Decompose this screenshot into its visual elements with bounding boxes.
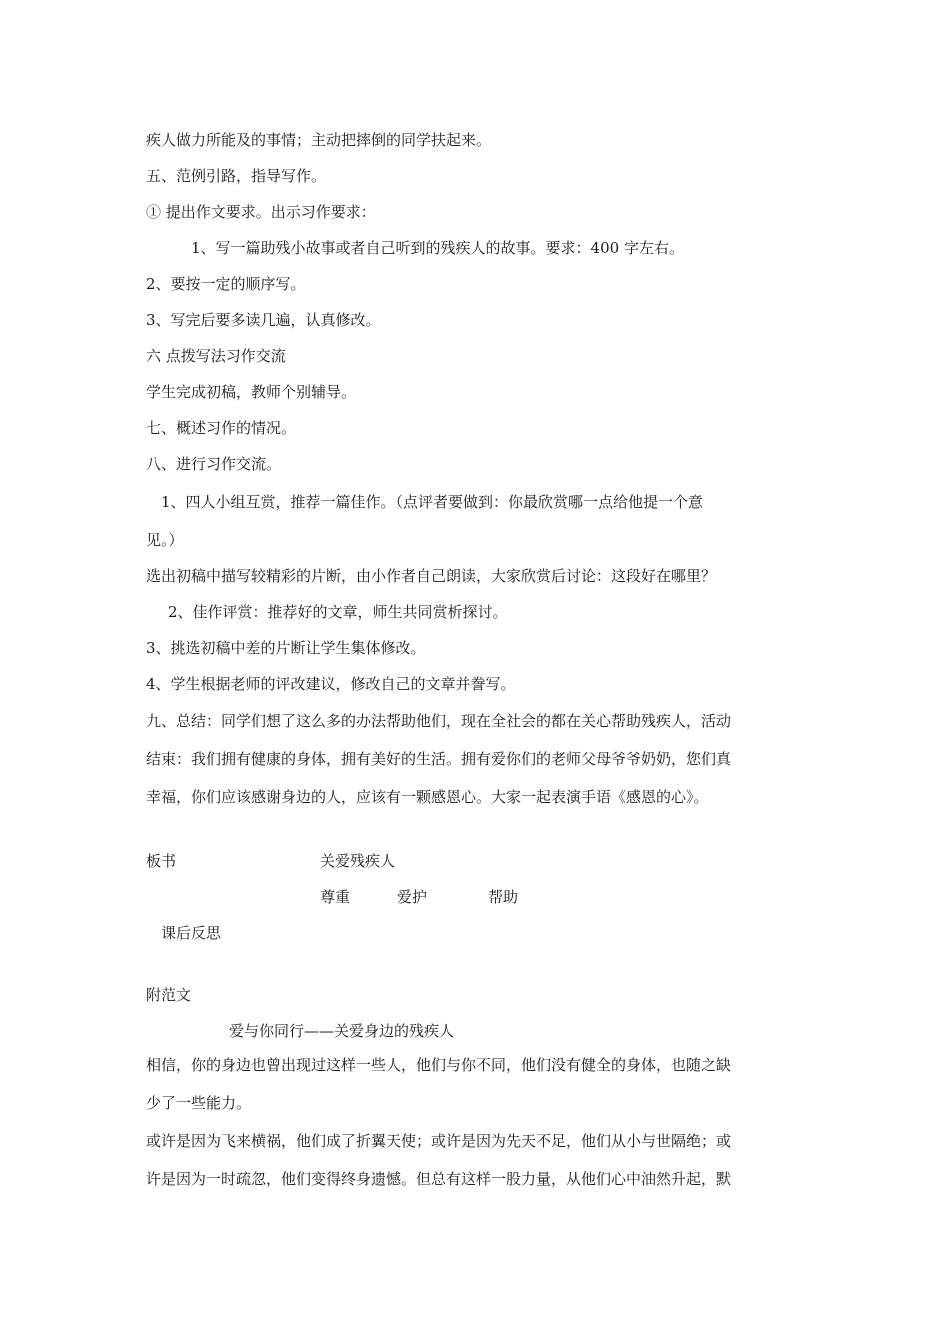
section-heading: 五、范例引路，指导写作。 [146, 167, 327, 185]
appendix-label: 附范文 [146, 986, 192, 1004]
appendix-paragraph: 或许是因为飞来横祸，他们成了折翼天使；或许是因为先天不足，他们从小与世隔绝；或 [146, 1132, 732, 1150]
board-title: 关爱残疾人 [320, 852, 396, 870]
text-line: 学生完成初稿，教师个别辅导。 [146, 383, 357, 401]
text-line: 见。） [146, 531, 184, 549]
appendix-paragraph: 相信，你的身边也曾出现过这样一些人，他们与你不同，他们没有健全的身体，也随之缺 [146, 1056, 732, 1074]
text-line: 幸福，你们应该感谢身边的人，应该有一颗感恩心。大家一起表演手语《感恩的心》。 [146, 788, 709, 806]
board-item: 帮助 [488, 888, 519, 906]
appendix-paragraph: 少了一些能力。 [146, 1094, 252, 1112]
text-line: ① 提出作文要求。出示习作要求： [146, 203, 376, 221]
text-line: 结束：我们拥有健康的身体，拥有美好的生活。拥有爱你们的老师父母爷爷奶奶，您们真 [146, 750, 732, 768]
text-line: 3、挑选初稿中差的片断让学生集体修改。 [146, 639, 426, 657]
text-line: 九、总结：同学们想了这么多的办法帮助他们，现在全社会的都在关心帮助残疾人，活动 [146, 712, 732, 730]
board-label: 板书 [146, 852, 177, 870]
section-heading: 六 点拨写法习作交流 [146, 347, 286, 365]
text-line: 2、佳作评赏：推荐好的文章，师生共同赏析探讨。 [168, 603, 508, 621]
text-line: 1、写一篇助残小故事或者自己听到的残疾人的故事。要求：400 字左右。 [191, 239, 684, 257]
reflection-label: 课后反思 [161, 924, 222, 942]
board-item: 尊重 [320, 888, 351, 906]
section-heading: 八、进行习作交流。 [146, 455, 282, 473]
text-line: 1、四人小组互赏，推荐一篇佳作。（点评者要做到：你最欣赏哪一点给他提一个意 [161, 493, 704, 511]
text-line: 选出初稿中描写较精彩的片断，由小作者自己朗读，大家欣赏后讨论：这段好在哪里？ [146, 567, 717, 585]
text-line: 4、学生根据老师的评改建议，修改自己的文章并誊写。 [146, 675, 516, 693]
text-line: 3、写完后要多读几遍，认真修改。 [146, 311, 381, 329]
appendix-paragraph: 许是因为一时疏忽，他们变得终身遗憾。但总有这样一股力量，从他们心中油然升起，默 [146, 1170, 732, 1188]
text-line: 2、要按一定的顺序写。 [146, 275, 306, 293]
appendix-title: 爱与你同行——关爱身边的残疾人 [229, 1022, 455, 1040]
text-line: 疾人做力所能及的事情；主动把摔倒的同学扶起来。 [146, 131, 492, 149]
board-item: 爱护 [397, 888, 428, 906]
section-heading: 七、概述习作的情况。 [146, 419, 297, 437]
